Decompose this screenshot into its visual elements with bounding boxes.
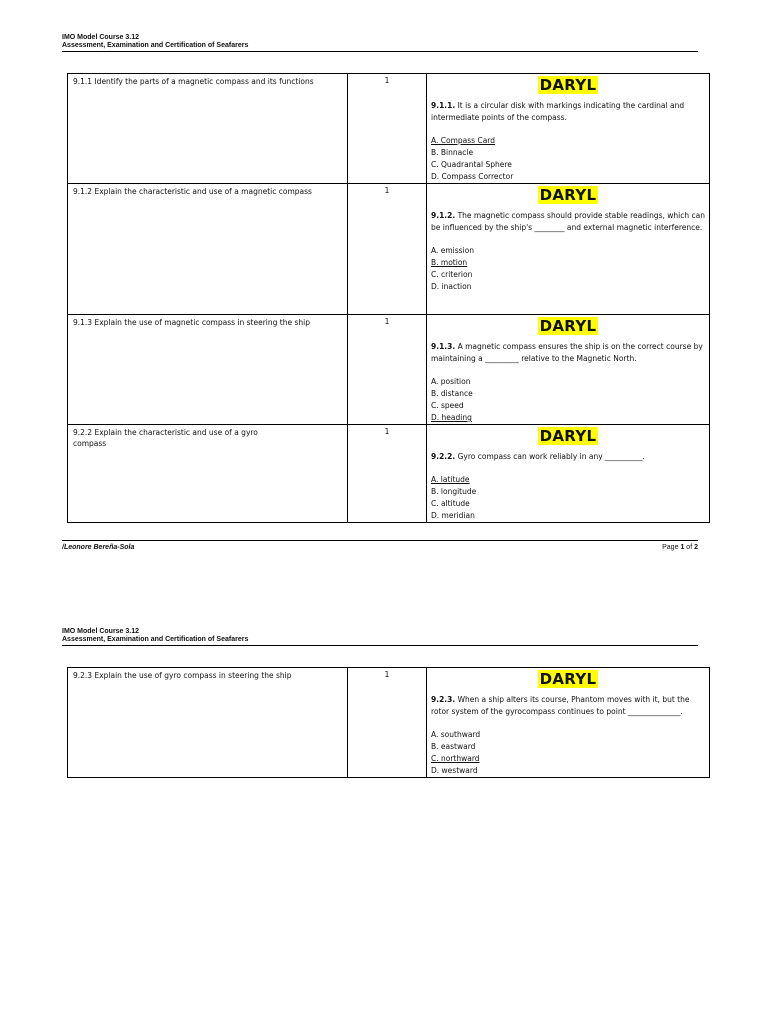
question-row: [68, 425, 710, 523]
page-current: 1: [680, 544, 685, 551]
question-cell: [427, 315, 710, 425]
marks-cell: [348, 74, 427, 184]
answer-option: B. distance: [431, 389, 473, 398]
question-cell: [427, 74, 710, 184]
marks-cell: [348, 425, 427, 523]
question-table-page-1: [67, 73, 710, 523]
question-row: [68, 184, 710, 315]
question-body: A magnetic compass ensures the ship is on the correct course by maintaining a _________ relative to the Magnetic North.: [431, 342, 703, 363]
question-text: [431, 341, 705, 365]
answer-option: D. meridian: [431, 511, 475, 520]
answer-options: [431, 729, 705, 777]
marks-value: 1: [384, 76, 390, 85]
objective-cell: [68, 315, 348, 425]
question-number: 9.2.2.: [431, 452, 456, 461]
page-of: of: [686, 544, 693, 551]
question-body: When a ship alters its course, Phantom moves with it, but the rotor system of the gyrocompass continues to point ______________.: [431, 695, 690, 716]
marks-value: 1: [384, 427, 390, 436]
answer-options: [431, 245, 705, 293]
question-number: 9.1.2.: [431, 211, 456, 220]
answer-option: D. westward: [431, 766, 478, 775]
question-cell: [427, 668, 710, 778]
highlighted-name: DARYL: [539, 186, 597, 204]
answer-options: [431, 474, 705, 522]
answer-option: D. Compass Corrector: [431, 172, 514, 181]
marks-cell: [348, 184, 427, 315]
question-body: Gyro compass can work reliably in any __________.: [455, 452, 645, 461]
question-body: The magnetic compass should provide stable readings, which can be influenced by the ship's ________ and external magnetic interference.: [431, 211, 705, 232]
highlighted-name: DARYL: [539, 427, 597, 445]
question-text: [431, 210, 705, 234]
objective-text: 9.1.1 Identify the parts of a magnetic compass and its functions: [73, 77, 314, 86]
course-subtitle: Assessment, Examination and Certification of Seafarers: [62, 42, 249, 49]
answer-option: A. latitude: [431, 475, 470, 484]
objective-text-cont: compass: [73, 439, 107, 448]
question-row: [68, 74, 710, 184]
answer-option: C. northward: [431, 754, 480, 763]
answer-option: C. speed: [431, 401, 464, 410]
answer-option: B. longitude: [431, 487, 477, 496]
answer-option: A. emission: [431, 246, 475, 255]
page-footer: [62, 540, 698, 552]
highlighted-name: DARYL: [539, 670, 597, 688]
answer-option: A. position: [431, 377, 471, 386]
question-text: [431, 694, 705, 718]
answer-option: C. Quadrantal Sphere: [431, 160, 512, 169]
objective-cell: [68, 74, 348, 184]
objective-cell: [68, 425, 348, 523]
question-cell: [427, 184, 710, 315]
objective-cell: [68, 184, 348, 315]
answer-option: B. Binnacle: [431, 148, 474, 157]
marks-value: 1: [384, 186, 390, 195]
objective-text: 9.1.2 Explain the characteristic and use of a magnetic compass: [73, 187, 312, 196]
question-body: It is a circular disk with markings indicating the cardinal and intermediate points of the compass.: [431, 101, 685, 122]
answer-option: C. altitude: [431, 499, 470, 508]
question-row: [68, 315, 710, 425]
page-number: [662, 543, 698, 552]
page-total: 2: [694, 544, 698, 551]
marks-value: 1: [384, 670, 390, 679]
question-cell: [427, 425, 710, 523]
page-label: Page: [662, 544, 679, 551]
answer-option: D. heading: [431, 413, 472, 422]
objective-text: 9.1.3 Explain the use of magnetic compass in steering the ship: [73, 318, 310, 327]
author-name: /Leonore Bereña-Sola: [62, 544, 135, 551]
question-number: 9.1.1.: [431, 101, 456, 110]
highlighted-name: DARYL: [539, 317, 597, 335]
answer-option: C. criterion: [431, 270, 473, 279]
answer-option: A. southward: [431, 730, 481, 739]
marks-value: 1: [384, 317, 390, 326]
question-text: [431, 100, 705, 124]
answer-option: A. Compass Card: [431, 136, 495, 145]
marks-cell: [348, 668, 427, 778]
question-table-page-2: [67, 667, 710, 778]
answer-option: B. motion: [431, 258, 468, 267]
question-text: [431, 451, 705, 463]
answer-option: B. eastward: [431, 742, 476, 751]
highlighted-name: DARYL: [539, 76, 597, 94]
course-title: IMO Model Course 3.12: [62, 34, 140, 41]
page-header-2: [62, 628, 698, 646]
question-number: 9.1.3.: [431, 342, 456, 351]
answer-options: [431, 376, 705, 424]
objective-text: 9.2.2 Explain the characteristic and use of a gyro: [73, 428, 258, 437]
answer-options: [431, 135, 705, 183]
answer-option: D. inaction: [431, 282, 472, 291]
objective-text: 9.2.3 Explain the use of gyro compass in steering the ship: [73, 671, 292, 680]
question-number: 9.2.3.: [431, 695, 456, 704]
course-subtitle-2: Assessment, Examination and Certification of Seafarers: [62, 636, 249, 643]
page-header: [62, 34, 698, 52]
objective-cell: [68, 668, 348, 778]
course-title-2: IMO Model Course 3.12: [62, 628, 140, 635]
marks-cell: [348, 315, 427, 425]
question-row: [68, 668, 710, 778]
